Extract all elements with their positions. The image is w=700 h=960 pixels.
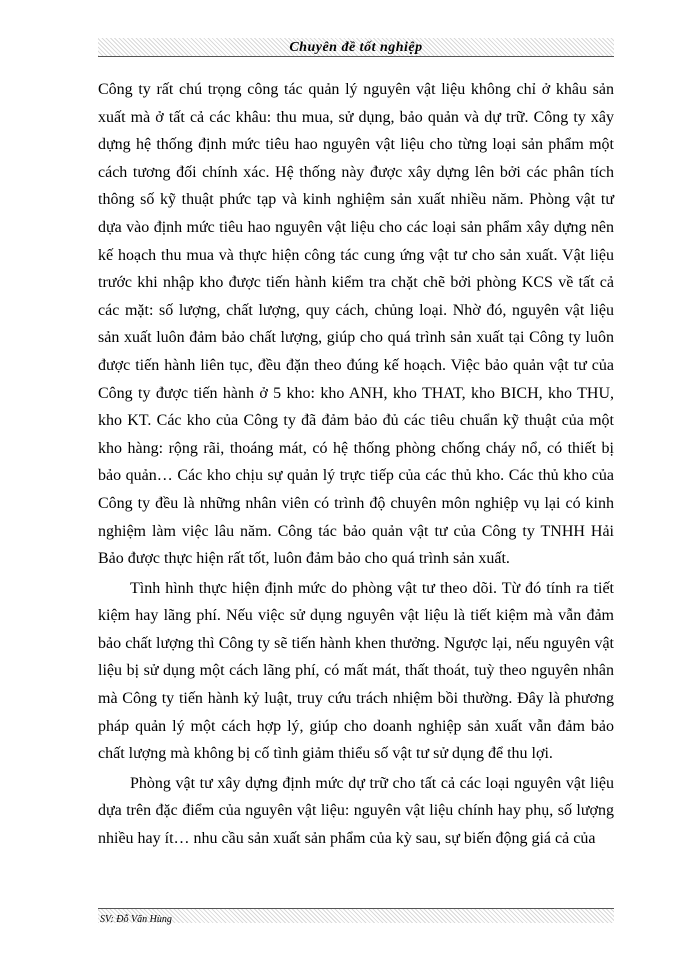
document-body	[98, 76, 614, 853]
paragraph-1: Công ty rất chú trọng công tác quản lý nguyên vật liệu không chỉ ở khâu sản xuất mà ở tất cả các khâu: thu mua, sử dụng, bảo quản và dự trữ. Công ty xây dựng hệ thống định mức tiêu hao nguyên vật liệu cho từng loại sản phẩm một cách tương đối chính xác. Hệ thống này được xây dựng lên bởi các phân tích thông số kỹ thuật phức tạp và kinh nghiệm sản xuất nhiều năm. Phòng vật tư dựa vào định mức tiêu hao nguyên vật liệu cho các loại sản phẩm xây dựng nên kế hoạch thu mua và thực hiện công tác cung ứng vật tư cho sản xuất. Vật liệu trước khi nhập kho được tiến hành kiểm tra chặt chẽ bởi phòng KCS về tất cả các mặt: số lượng, chất lượng, quy cách, chủng loại. Nhờ đó, nguyên vật liệu sản xuất luôn đảm bảo chất lượng, giúp cho quá trình sản xuất tại Công ty luôn được tiến hành liên tục, đều đặn theo đúng kế hoạch. Việc bảo quản vật tư của Công ty được tiến hành ở 5 kho: kho ANH, kho THAT, kho BICH, kho THU, kho KT. Các kho của Công ty đã đảm bảo đủ các tiêu chuẩn kỹ thuật của một kho hàng: rộng rãi, thoáng mát, có hệ thống phòng chống cháy nổ, có thiết bị bảo quản… Các kho chịu sự quản lý trực tiếp của các thủ kho. Các thủ kho của Công ty đều là những nhân viên có trình độ chuyên môn nghiệp vụ lại có kinh nghiệm làm việc lâu năm. Công tác bảo quản vật tư của Công ty TNHH Hải Bảo được thực hiện rất tốt, luôn đảm bảo cho quá trình sản xuất.	[98, 81, 614, 568]
page-footer	[98, 908, 614, 923]
header-title: Chuyên đề tốt nghiệp	[289, 40, 423, 55]
paragraph-3: Phòng vật tư xây dựng định mức dự trữ cho tất cả các loại nguyên vật liệu dựa trên đặc điểm của nguyên vật liệu: nguyên vật liệu chính hay phụ, số lượng nhiều hay ít… nhu cầu sản xuất sản phẩm của kỳ sau, sự biến động giá cả của	[98, 774, 614, 848]
footer-author: SV: Đỗ Văn Hùng	[100, 914, 172, 925]
page-header	[98, 38, 614, 57]
paragraph-2: Tình hình thực hiện định mức do phòng vật tư theo dõi. Từ đó tính ra tiết kiệm hay lãng phí. Nếu việc sử dụng nguyên vật liệu là tiết kiệm mà vẫn đảm bảo chất lượng thì Công ty sẽ tiến hành khen thưởng. Ngược lại, nếu nguyên vật liệu bị sử dụng một cách lãng phí, có mất mát, thất thoát, tuỳ theo nguyên nhân mà Công ty tiến hành kỷ luật, truy cứu trách nhiệm bồi thường. Đây là phương pháp quản lý một cách hợp lý, giúp cho doanh nghiệp sản xuất vẫn đảm bảo chất lượng mà không bị cố tình giảm thiểu số vật tư sử dụng để thu lợi.	[98, 579, 614, 763]
